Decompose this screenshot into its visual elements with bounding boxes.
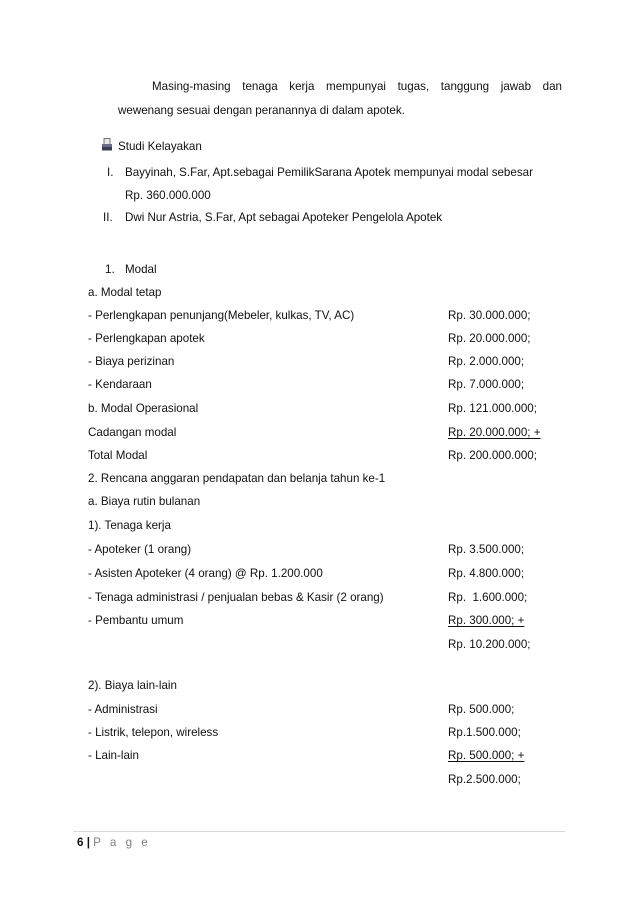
modal-row-amount: Rp. 20.000.000; +	[448, 426, 541, 439]
footer-divider	[73, 831, 565, 832]
study-item-2-number: II.	[103, 211, 113, 224]
modal-row-amount: Rp. 121.000.000;	[448, 402, 537, 415]
other-row-label: - Administrasi	[88, 703, 158, 716]
budget-heading: 2. Rencana anggaran pendapatan dan belanja tahun ke-1	[88, 472, 386, 485]
modal-fixed-heading: a. Modal tetap	[88, 286, 162, 299]
modal-row-label: - Kendaraan	[88, 378, 152, 391]
study-heading: Studi Kelayakan	[118, 140, 202, 153]
labor-row-label: - Apoteker (1 orang)	[88, 543, 192, 556]
document-stack-bullet-icon	[101, 138, 113, 151]
labor-row-label: - Asisten Apoteker (4 orang) @ Rp. 1.200.000	[88, 567, 323, 580]
labor-row-amount: Rp. 1.600.000;	[448, 591, 528, 604]
modal-heading: Modal	[125, 263, 157, 276]
page-footer	[77, 836, 151, 850]
routine-heading: a. Biaya rutin bulanan	[88, 495, 201, 508]
footer-separator: |	[86, 836, 90, 849]
modal-row-label: b. Modal Operasional	[88, 402, 199, 415]
labor-row-amount: Rp. 4.800.000;	[448, 567, 525, 580]
page-number: 6	[77, 836, 84, 849]
modal-row-label: - Biaya perizinan	[88, 355, 175, 368]
other-row-amount: Rp. 500.000;	[448, 703, 515, 716]
modal-row-amount: Rp. 7.000.000;	[448, 378, 525, 391]
modal-row-amount: Rp. 20.000.000;	[448, 332, 531, 345]
labor-row-amount: Rp. 3.500.000;	[448, 543, 525, 556]
intro-line-2: wewenang sesuai dengan peranannya di dalam apotek.	[118, 104, 405, 117]
other-row-label: - Listrik, telepon, wireless	[88, 726, 219, 739]
study-item-1-number: I.	[107, 166, 114, 179]
study-item-2-text: Dwi Nur Astria, S.Far, Apt sebagai Apoteker Pengelola Apotek	[125, 211, 443, 224]
modal-total-label: Total Modal	[88, 449, 148, 462]
modal-row-amount: Rp. 2.000.000;	[448, 355, 525, 368]
modal-total-amount: Rp. 200.000.000;	[448, 449, 537, 462]
modal-row-label: - Perlengkapan penunjang(Mebeler, kulkas, TV, AC)	[88, 309, 355, 322]
modal-heading-number: 1.	[105, 263, 115, 276]
labor-total-amount: Rp. 10.200.000;	[448, 638, 531, 651]
other-row-amount: Rp. 500.000; +	[448, 749, 525, 762]
modal-row-amount: Rp. 30.000.000;	[448, 309, 531, 322]
other-row-amount: Rp.1.500.000;	[448, 726, 521, 739]
modal-row-label: Cadangan modal	[88, 426, 177, 439]
other-costs-heading: 2). Biaya lain-lain	[88, 679, 177, 692]
labor-row-label: - Tenaga administrasi / penjualan bebas & Kasir (2 orang)	[88, 591, 384, 604]
page-word: P a g e	[93, 836, 151, 849]
labor-row-amount: Rp. 300.000; +	[448, 614, 525, 627]
other-row-label: - Lain-lain	[88, 749, 139, 762]
study-item-1-line-1: Bayyinah, S.Far, Apt.sebagai PemilikSarana Apotek mempunyai modal sebesar	[125, 166, 533, 179]
modal-row-label: - Perlengkapan apotek	[88, 332, 205, 345]
other-total-amount: Rp.2.500.000;	[448, 773, 521, 786]
study-item-1-line-2: Rp. 360.000.000	[125, 189, 211, 202]
labor-heading: 1). Tenaga kerja	[88, 519, 171, 532]
labor-row-label: - Pembantu umum	[88, 614, 184, 627]
intro-line-1: Masing-masing tenaga kerja mempunyai tugas, tanggung jawab dan	[152, 80, 562, 93]
